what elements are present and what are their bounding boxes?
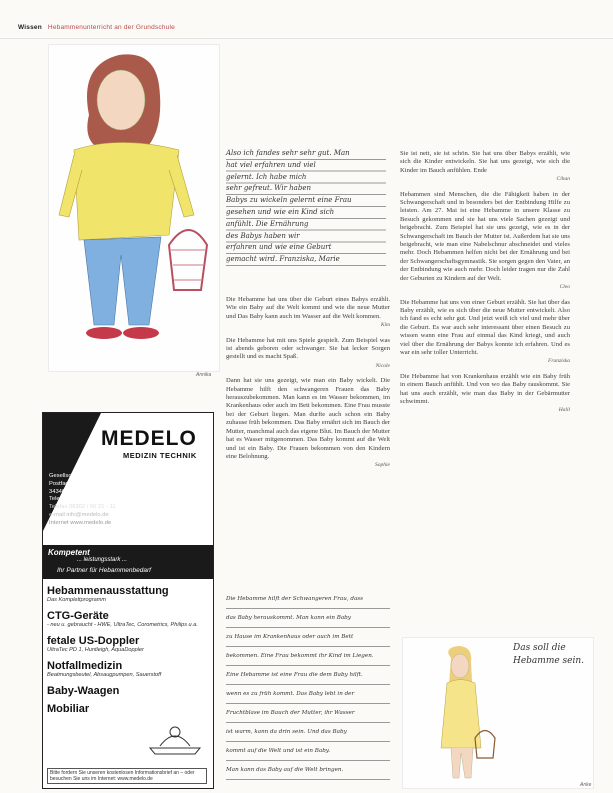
ad-header [43,413,213,543]
hand-line: hat viel erfahren und viel [226,160,316,169]
hand-line: gemacht wird. Franziska, Marie [226,255,340,264]
ad-tagline-1: Kompetent [48,548,90,557]
hand-line: erfahren und wie eine Geburt [226,243,332,252]
hand-line: bekommen. Eine Frau bekommt ihr Kind im Liegen. [226,653,374,659]
child-drawing-midwife [48,44,220,372]
running-header [18,24,175,31]
paragraph: Die Hebamme hat mit uns Spiele gespielt. Zum Beispiel was ist abends geboren oder schwanger. Sie hat lecker Sorgen gestellt und es macht Spaß. Nicole [226,336,390,369]
hand-line: des Babys haben wir [226,231,300,240]
hand-line: Fruchtblase im Bauch der Mutter, ihr Wasser [226,710,355,716]
hand-line: anfühlt. Die Ernährung [226,219,309,228]
ad-product: CTG-Geräte - neu u. gebraucht - HWE, UltraTec, Corometrics, Philips u.a. [47,610,198,628]
ad-product: fetale US-Doppler UltraTec PD 1, Huntleigh, AquaDoppler [47,635,144,653]
ad-product: Mobiliar [47,703,90,715]
author-signature: Cihan [556,176,570,183]
ad-product: Baby-Waagen [47,685,120,697]
column-middle [226,296,390,477]
paragraph: Dann hat sie uns gezeigt, wie man ein Baby wickelt. Die Hebamme hilft den schwangeren Frauen das Baby herauszubekommen. Man kann es im Wasser bekommen, im Krankenhaus oder auch im Bett bekommen. Eine Frau musste bei der Geburt liegen. Man durfte auch schon ein Baby zuhause früh bekommen. Das Baby ernährt sich im Bauch der Mutter, manchmal auch das eigene Blut. Im Bauch der Mutter hat es Wasser mitgenommen. Das Baby kommt auf die Welt und ist ein Baby. Die Frauen bekommen von den Kindern eine Belohnung. Sophie [226,377,390,469]
ad-tagline-band [43,545,213,579]
ad-subbrand: MEDIZIN TECHNIK [123,451,197,460]
column-right [400,150,570,422]
handwritten-note-top [226,148,386,268]
medelo-advertisement [42,412,214,789]
hand-line: gelernt. Ich habe mich [226,172,307,181]
paragraph: Hebammen sind Menschen, die die Fähigkeit haben in der Schwangerschaft und in besonders bei der Entbindung Hilfe zu leisten. Am 27. Mai ist eine Hebamme in unsere Klasse zu Besuch gekommen und sie hat uns viele Sachen gezeigt und beigebracht. Zum Beispiel hat sie uns gezeigt, wie es in der Schwangerschaft im Bauch der Mutter ist. Außerdem hat sie uns beigebracht, wie man eine Nabelschnur abschneidet und vieles mehr. Doch Hebammen helfen nicht bei der Ernährung und bei der Schwangerschaftsgymnastik. Sie sorgen gegen den Vater, an der Entbindung wie auch mehr. Doch leider tragen nur die Zahl der Geburten zu Kindern auf der Welt. Cleo [400,190,570,291]
ad-brand: MEDELO [101,427,197,450]
paragraph: Die Hebamme hat uns von einer Geburt erzählt. Sie hat über das Baby erzählt, wie es sich über die neue Mutter entwickelt. Also ich fand es echt sehr gut. Und jetzt weiß ich viel und mehr über die Geburt. Es war auch sehr interessant über einen Besuch zu wissen wann eine Frau auf einmal das Kind kriegt, und auch viel über die Ernährung der Babys konnte ich erfahren. Und es war ein sehr toller Unterricht. Franziska [400,298,570,365]
drawing-figure [49,45,219,371]
header-title: Hebammenunterricht an der Grundschule [47,24,175,31]
paragraph: Die Hebamme hat von Krankenhaus erzählt wie ein Baby früh in einem Bauch anfühlt. Und von wo das Baby rauskommt. Sie hat uns auch erzählt, wie man das Baby in der Gebärmutter schwimmt. Halil [400,372,570,414]
ad-product: Hebammenausstattung Das Komplettprogramm [47,585,169,603]
baby-scale-icon [145,718,205,758]
author-signature: Nicole [375,362,390,369]
hand-line: kommt auf die Welt und ist ein Baby. [226,748,331,754]
author-signature: Kim [380,322,390,329]
author-signature: Cleo [559,284,570,291]
drawing-caption: Das soll die Hebamme sein. [513,643,585,666]
paragraph: Sie ist nett, sie ist schön. Sie hat uns über Babys erzählt, wie sich die Kinder entwickeln. Sie hat uns gezeigt, wie sich die Kinder im Bauch anfühlen. Ende Cihan [400,150,570,183]
child-drawing-midwife-small [402,637,594,789]
header-rule [0,38,613,39]
author-signature: Franziska [548,358,570,365]
hand-line: Eine Hebamme ist eine Frau die dem Baby hilft. [226,672,363,678]
ad-tagline-3: Ihr Partner für Hebammenbedarf [57,567,151,574]
hand-line: wenn es zu früh kommt. Das Baby lebt in der [226,691,355,697]
hand-line: Babys zu wickeln gelernt eine Frau [226,196,352,205]
hand-line: Man kann das Baby auf die Welt bringen. [226,767,344,773]
hand-line: zu Hause im Krankenhaus oder auch im Bett [226,634,354,640]
author-signature: Halil [558,407,570,414]
ad-product: Notfallmedizin Beatmungsbeutel, Absaugpumpen, Sauerstoff [47,660,162,678]
credit-right-drawing: Anke [580,782,592,788]
author-signature: Sophie [375,462,390,469]
hand-line: das Baby herauskommt. Man kann ein Baby [226,615,351,621]
ad-product-list [47,585,209,721]
hand-line: gesehen und wie ein Kind sich [226,207,335,216]
credit-left-drawing: Annika [196,372,212,378]
ad-address: Gesellschaft für Postfach 1911 34346 Kassel - Trier Telefon 06302 / 66 21 - 0 Telefax 06302 / 66 21 - 11 e-mail info@medelo.de Internet www.medelo.de [49,473,116,526]
hand-line: Also ich fandes sehr sehr gut. Man [226,149,350,157]
hand-line: ist warm, kann da drin sein. Und das Baby [226,729,347,735]
ad-footer-note: Bitte fordern Sie unseren kostenlosen Informationsbrief an – oder besuchen Sie uns im Internet: www.medelo.de [47,768,207,784]
hand-line: Die Hebamme hilft der Schwangeren Frau, dass [226,596,364,602]
ad-tagline-2: ... leistungsstark ... [77,557,128,563]
paragraph: Die Hebamme hat uns über die Geburt eines Babys erzählt. Wie ein Baby auf die Welt kommt und wie die neue Mutter und Das Baby kann auch im Wasser auf die Welt kommen. Kim [226,296,390,329]
header-section: Wissen [18,24,42,31]
hand-line: sehr gefreut. Wir haben [226,184,311,193]
handwritten-note-bottom [226,590,390,790]
